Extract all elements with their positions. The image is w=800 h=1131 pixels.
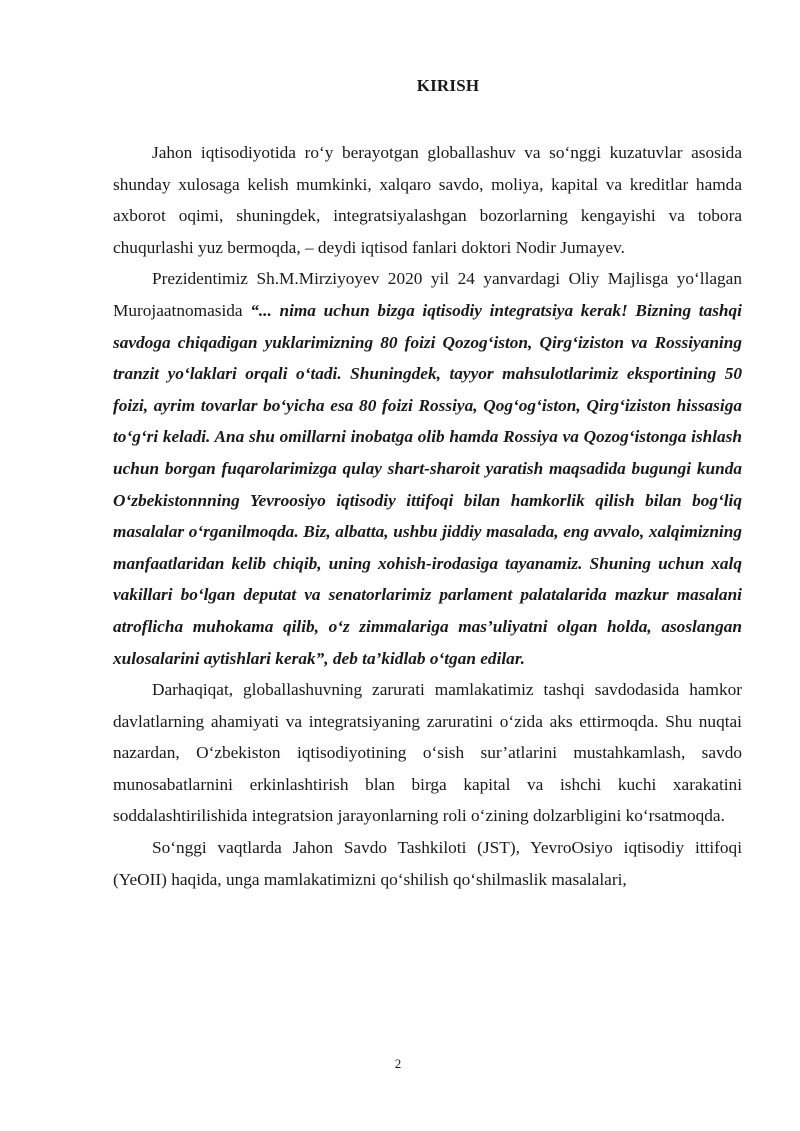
paragraph-president-quote <box>113 263 742 674</box>
paragraph-intro: Jahon iqtisodiyotida ro‘y berayotgan globallashuv va so‘nggi kuzatuvlar asosida shunday xulosaga kelish mumkinki, xalqaro savdo, moliya, kapital va kreditlar hamda axborot oqimi, shuningdek, integratsiyalashgan bozorlarning kengayishi va tobora chuqurlashi yuz bermoqda, – deydi iqtisod fanlari doktori Nodir Jumayev. <box>113 143 742 257</box>
paragraph-wto: So‘nggi vaqtlarda Jahon Savdo Tashkiloti (JST), YevroOsiyo iqtisodiy ittifoqi (YeOII) haqida, unga mamlakatimizni qo‘shilish qo‘shilmaslik masalalari, <box>113 838 742 889</box>
body-text <box>113 137 742 895</box>
quote-text: “... nima uchun bizga iqtisodiy integratsiya kerak! Bizning tashqi savdoga chiqadigan yuklarimizning 80 foizi Qozog‘iston, Qirg‘iziston va Rossiyaning tranzit yo‘laklari orqali o‘tadi. Shuningdek, tayyor mahsulotlarimiz eksportining 50 foizi, ayrim tovarlar bo‘yicha esa 80 foizi Rossiya, Qog‘og‘iston, Qirg‘iziston hissasiga to‘g‘ri keladi. Ana shu omillarni inobatga olib hamda Rossiya va Qozog‘istonga ishlash uchun borgan fuqarolarimizga qulay shart-sharoit yaratish maqsadida bugungi kunda O‘zbekistonnning Yevroosiyo iqtisodiy ittifoqi bilan hamkorlik qilish bilan bog‘liq masalalar o‘rganilmoqda. Biz, albatta, ushbu jiddiy masalada, eng avvalo, xalqimizning manfaatlaridan kelib chiqib, uning xohish-irodasiga tayanamiz. Shuning uchun xalq vakillari bo‘lgan deputat va senatorlarimiz parlament palatalarida mazkur masalani atroflicha muhokama qilib, o‘z zimmalariga mas’uliyatni olgan holda, asoslangan xulosalarini aytishlari kerak”, deb ta’kidlab o‘tgan edilar. <box>113 300 742 668</box>
page-title: KIRISH <box>416 76 480 95</box>
paragraph-globalization: Darhaqiqat, globallashuvning zarurati mamlakatimiz tashqi savdodasida hamkor davlatlarning ahamiyati va integratsiyaning zaruratini o‘zida aks ettirmoqda. Shu nuqtai nazardan, O‘zbekiston iqtisodiyotining o‘sish sur’atlarini mustahkamlash, savdo munosabatlarnini erkinlashtirish blan birga kapital va ishchi kuchi xarakatini soddalashtirilishida integratsion jarayonlarning roli o‘zining dolzarbligini ko‘rsatmoqda. <box>113 680 742 826</box>
quote-lead-text: Prezidentimiz Sh.M.Mirziyoyev 2020 yil 24 yanvardagi Oliy Majlisga yo‘llagan Murojaatnomasida <box>113 269 742 320</box>
page-number: 2 <box>394 1056 402 1071</box>
